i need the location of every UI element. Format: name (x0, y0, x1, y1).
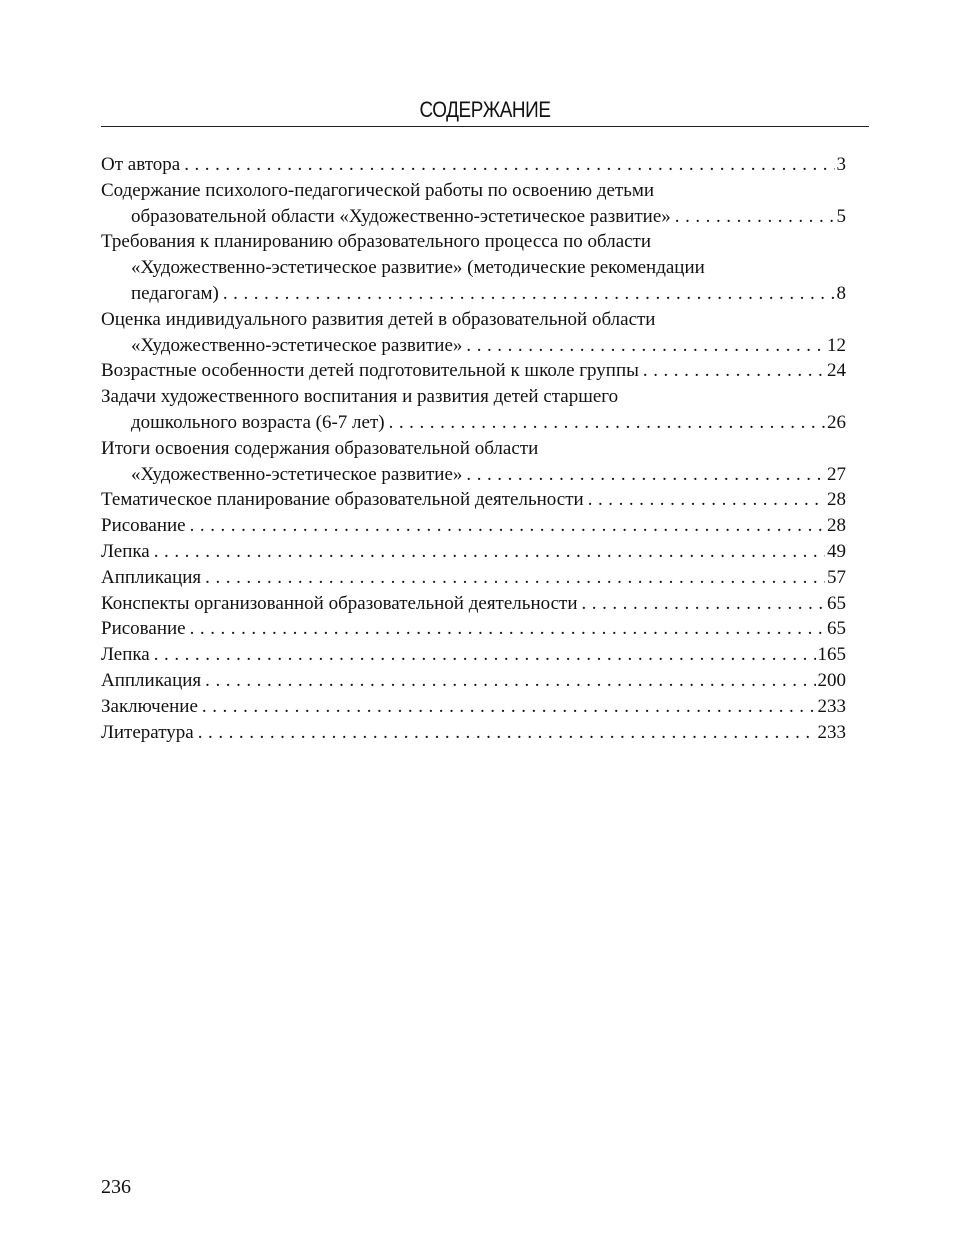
toc-entry-page: 200 (817, 669, 846, 691)
toc-entry-row (101, 642, 846, 668)
toc-entry-page: 233 (817, 695, 846, 717)
toc-entry (101, 307, 846, 359)
toc-dot-leader (205, 668, 815, 694)
toc-dot-leader (198, 720, 816, 746)
toc-dot-leader (202, 694, 816, 720)
toc-entry (101, 565, 846, 591)
toc-entry-row (101, 410, 846, 436)
toc-entry (101, 591, 846, 617)
toc-entry-title: педагогам) (131, 282, 219, 304)
toc-entry-line: Содержание психолого-педагогической работы по освоению детьми (101, 179, 655, 201)
toc-entry-row (101, 616, 846, 642)
toc-dot-leader (466, 462, 825, 488)
toc-dot-leader (154, 539, 825, 565)
toc-entry-title: Лепка (101, 644, 150, 666)
toc-entry-row (101, 513, 846, 539)
toc-entry-row (101, 204, 846, 230)
toc-entry-page: 26 (827, 411, 846, 433)
toc-entry-title: дошкольного возраста (6-7 лет) (131, 411, 385, 433)
toc-entry-line: Требования к планированию образовательного процесса по области (101, 231, 652, 253)
toc-entry-page: 27 (827, 463, 846, 485)
page-title: СОДЕРЖАНИЕ (419, 97, 551, 122)
toc-entry-title: Конспекты организованной образовательной деятельности (101, 592, 578, 614)
toc-entry-title: Литература (101, 721, 194, 743)
toc-entry-row (101, 358, 846, 384)
toc-entry-line: Задачи художественного воспитания и развития детей старшего (101, 386, 619, 408)
toc-entry-title: образовательной области «Художественно-эстетическое развитие» (131, 205, 671, 227)
table-of-contents (101, 152, 846, 745)
toc-dot-leader (389, 410, 825, 436)
toc-entry (101, 720, 846, 746)
toc-entry (101, 487, 846, 513)
toc-dot-leader (643, 358, 825, 384)
toc-entry-page: 65 (827, 618, 846, 640)
toc-entry-page: 5 (836, 205, 846, 227)
page-number: 236 (101, 1176, 131, 1198)
toc-dot-leader (184, 152, 834, 178)
toc-entry-page: 165 (817, 644, 846, 666)
toc-entry-page: 28 (827, 515, 846, 537)
toc-entry (101, 616, 846, 642)
toc-dot-leader (466, 333, 825, 359)
toc-entry-page: 233 (817, 721, 846, 743)
toc-entry-row (101, 487, 846, 513)
toc-entry-title: Лепка (101, 540, 150, 562)
toc-entry-row (101, 462, 846, 488)
toc-entry (101, 178, 846, 230)
toc-entry (101, 668, 846, 694)
toc-entry-row (101, 591, 846, 617)
toc-entry-page: 8 (836, 282, 846, 304)
toc-entry-page: 3 (836, 154, 846, 175)
toc-entry-title: Заключение (101, 695, 198, 717)
toc-dot-leader (588, 487, 825, 513)
toc-entry (101, 229, 846, 306)
toc-entry-page: 12 (827, 334, 846, 356)
toc-entry-line: «Художественно-эстетическое развитие» (методические рекомендации (131, 257, 705, 279)
toc-dot-leader (190, 616, 825, 642)
toc-dot-leader (190, 513, 825, 539)
toc-entry-row (101, 565, 846, 591)
title-divider (101, 126, 869, 127)
toc-entry-title: Аппликация (101, 566, 202, 588)
toc-entry-row (101, 668, 846, 694)
toc-entry-title: Аппликация (101, 669, 202, 691)
toc-entry-row (101, 539, 846, 565)
toc-entry-row (101, 152, 846, 178)
toc-entry-line: Итоги освоения содержания образовательной области (101, 437, 539, 459)
toc-entry-page: 49 (827, 540, 846, 562)
toc-entry-page: 24 (827, 360, 846, 382)
toc-entry-page: 57 (827, 566, 846, 588)
toc-entry (101, 642, 846, 668)
toc-entry-title: Рисование (101, 618, 186, 640)
toc-entry (101, 513, 846, 539)
toc-entry-title: «Художественно-эстетическое развитие» (131, 334, 463, 356)
toc-entry (101, 358, 846, 384)
toc-entry (101, 152, 846, 178)
toc-entry-title: Рисование (101, 515, 186, 537)
toc-entry-row (101, 333, 846, 359)
toc-entry-title: Тематическое планирование образовательной деятельности (101, 489, 584, 511)
toc-entry-title: «Художественно-эстетическое развитие» (131, 463, 463, 485)
toc-entry (101, 539, 846, 565)
toc-entry-title: Возрастные особенности детей подготовительной к школе группы (101, 360, 639, 382)
toc-entry (101, 694, 846, 720)
toc-entry-page: 65 (827, 592, 846, 614)
toc-entry-row (101, 281, 846, 307)
toc-dot-leader (675, 204, 835, 230)
toc-entry (101, 436, 846, 488)
toc-entry-page: 28 (827, 489, 846, 511)
toc-dot-leader (223, 281, 835, 307)
toc-entry-row (101, 720, 846, 746)
toc-entry-line: Оценка индивидуального развития детей в образовательной области (101, 308, 656, 330)
toc-entry-row (101, 694, 846, 720)
toc-dot-leader (581, 591, 825, 617)
toc-entry (101, 384, 846, 436)
toc-dot-leader (154, 642, 816, 668)
toc-dot-leader (205, 565, 825, 591)
toc-entry-title: От автора (101, 154, 181, 175)
